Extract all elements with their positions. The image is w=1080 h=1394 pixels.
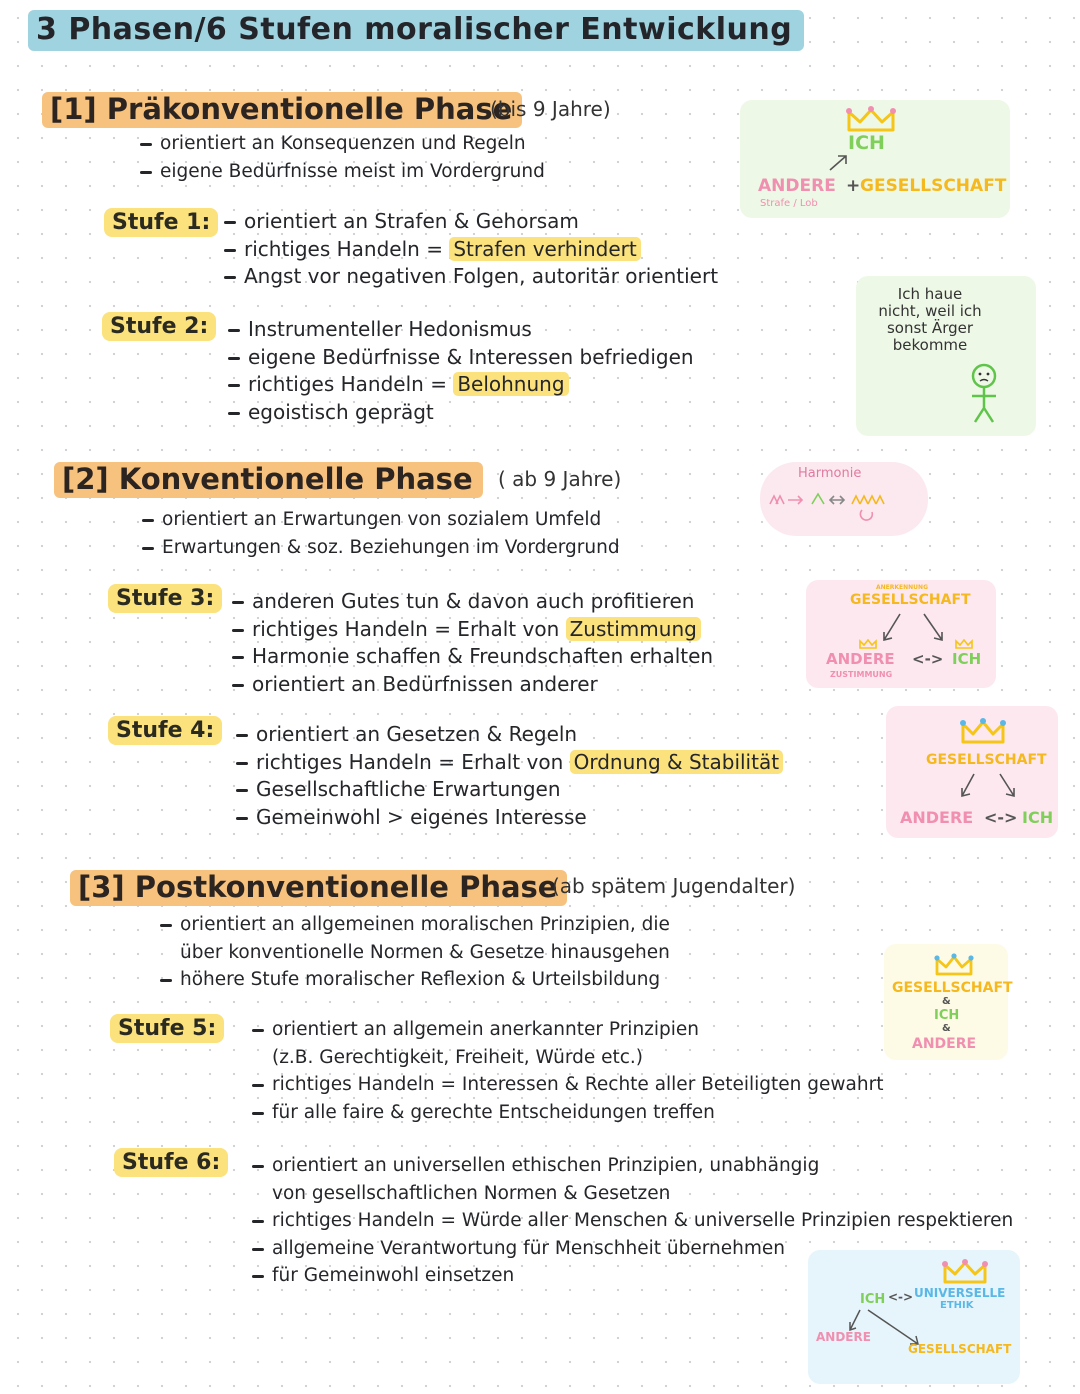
diagram-harmonie bbox=[760, 462, 928, 536]
list-item: Gemeinwohl > eigenes Interesse bbox=[234, 804, 783, 832]
list-item: Instrumenteller Hedonismus bbox=[226, 316, 694, 344]
diagram-stage-6 bbox=[808, 1250, 1020, 1384]
arrows-icon bbox=[956, 772, 1026, 802]
d5-amp: & bbox=[942, 1023, 951, 1034]
list-item: Erwartungen & soz. Beziehungen im Vordergrund bbox=[140, 534, 620, 562]
list-item: orientiert an allgemein anerkannter Prinzipien bbox=[250, 1016, 883, 1044]
list-item: orientiert an universellen ethischen Prinzipien, unabhängig bbox=[250, 1152, 1013, 1180]
list-item: richtiges Handeln = Belohnung bbox=[226, 371, 694, 399]
list-item: höhere Stufe moralischer Reflexion & Urteilsbildung bbox=[158, 966, 670, 994]
stage-4-label: Stufe 4: bbox=[108, 716, 222, 745]
d4-andere: ANDERE bbox=[900, 808, 974, 827]
speech-bubble: Ich haue nicht, weil ich sonst Ärger bekomme bbox=[878, 285, 982, 354]
highlight: Ordnung & Stabilität bbox=[570, 750, 783, 774]
d6-universelle: UNIVERSELLE bbox=[914, 1286, 1006, 1300]
d6-andere: ANDERE bbox=[816, 1330, 871, 1344]
list-item: eigene Bedürfnisse & Interessen befriedigen bbox=[226, 344, 694, 372]
list-item: richtiges Handeln = Erhalt von Ordnung & Stabilität bbox=[234, 749, 783, 777]
crown-icon bbox=[942, 1258, 988, 1284]
crown-icon bbox=[934, 952, 974, 976]
d1-andere: ANDERE bbox=[758, 176, 836, 196]
d1-plus: + bbox=[846, 176, 861, 196]
phase-2-heading: [2] Konventionelle Phase bbox=[54, 462, 483, 498]
diagram-stage-5 bbox=[884, 944, 1013, 1060]
list-item: (z.B. Gerechtigkeit, Freiheit, Würde etc.) bbox=[272, 1046, 644, 1068]
list-item: eigene Bedürfnisse meist im Vordergrund bbox=[138, 158, 545, 186]
d1-gesellschaft: GESELLSCHAFT bbox=[860, 176, 1007, 196]
crown-icon bbox=[960, 716, 1006, 744]
d3-ich: ICH bbox=[952, 650, 982, 668]
crown-icon bbox=[846, 106, 896, 132]
list-item: orientiert an Erwartungen von sozialem Umfeld bbox=[140, 506, 620, 534]
list-item: orientiert an Strafen & Gehorsam bbox=[222, 208, 718, 236]
list-item: orientiert an Bedürfnissen anderer bbox=[230, 671, 713, 699]
list-item: für alle faire & gerechte Entscheidungen treffen bbox=[250, 1099, 883, 1127]
d5-amp: & bbox=[942, 996, 951, 1007]
stage-3-points bbox=[230, 588, 713, 698]
diagram-stage-2 bbox=[856, 276, 1036, 436]
d3-gesellschaft: GESELLSCHAFT bbox=[850, 592, 971, 608]
list-item: Gesellschaftliche Erwartungen bbox=[234, 776, 783, 804]
d3-andere: ANDERE bbox=[826, 650, 895, 668]
phase-1-age: (bis 9 Jahre) bbox=[490, 97, 611, 121]
stage-5-label: Stufe 5: bbox=[110, 1014, 224, 1043]
stage-1-points bbox=[222, 208, 718, 291]
stage-5-points bbox=[250, 1016, 883, 1126]
list-item: richtiges Handeln = Strafen verhindert bbox=[222, 236, 718, 264]
diagram-stage-3 bbox=[806, 580, 996, 688]
phase-3-heading: [3] Postkonventionelle Phase bbox=[70, 870, 567, 906]
stage-4-points bbox=[234, 721, 783, 831]
phase-3-age: (ab spätem Jugendalter) bbox=[552, 874, 796, 898]
d3-small: ANERKENNUNG bbox=[876, 584, 928, 591]
harmonie-label: Harmonie bbox=[798, 466, 862, 481]
d6-gesellschaft: GESELLSCHAFT bbox=[908, 1342, 1012, 1356]
list-item: orientiert an allgemeinen moralischen Prinzipien, die bbox=[158, 911, 670, 939]
list-item: richtiges Handeln = Interessen & Rechte aller Beteiligten gewahrt bbox=[250, 1071, 883, 1099]
list-item: anderen Gutes tun & davon auch profitieren bbox=[230, 588, 713, 616]
diagram-stage-1 bbox=[740, 100, 1010, 218]
phase-1-heading: [1] Präkonventionelle Phase bbox=[42, 92, 522, 128]
stage-2-points bbox=[226, 316, 694, 426]
d1-note: Strafe / Lob bbox=[760, 198, 818, 209]
phase-3-points bbox=[158, 911, 670, 994]
stage-3-label: Stufe 3: bbox=[108, 584, 222, 613]
phase-2-points bbox=[140, 506, 620, 561]
stick-figure-icon bbox=[960, 362, 1008, 426]
people-icon bbox=[768, 486, 918, 526]
page-title: 3 Phasen/6 Stufen moralischer Entwicklung bbox=[28, 10, 804, 51]
highlight: Belohnung bbox=[453, 372, 568, 396]
d3-zustimmung: ZUSTIMMUNG bbox=[830, 670, 893, 679]
diagram-stage-4 bbox=[886, 706, 1058, 838]
crown-icon bbox=[954, 638, 974, 650]
list-item: Angst vor negativen Folgen, autoritär orientiert bbox=[222, 263, 718, 291]
arrows-icon bbox=[870, 612, 960, 646]
stage-6-label: Stufe 6: bbox=[114, 1148, 228, 1177]
crown-icon bbox=[858, 638, 878, 650]
d1-ich: ICH bbox=[848, 132, 885, 154]
d4-ich: ICH bbox=[1022, 808, 1054, 827]
phase-1-points bbox=[138, 130, 545, 185]
phase-2-age: ( ab 9 Jahre) bbox=[498, 467, 622, 491]
d6-ich: ICH bbox=[860, 1292, 886, 1307]
d6-arrow: <-> bbox=[888, 1290, 914, 1304]
list-item: allgemeine Verantwortung für Menschheit übernehmen bbox=[250, 1235, 1013, 1263]
list-item: orientiert an Gesetzen & Regeln bbox=[234, 721, 783, 749]
highlight: Strafen verhindert bbox=[449, 237, 640, 261]
list-item: von gesellschaftlichen Normen & Gesetzen bbox=[272, 1182, 671, 1204]
list-item: orientiert an Konsequenzen und Regeln bbox=[138, 130, 545, 158]
d5-gesellschaft: GESELLSCHAFT bbox=[892, 980, 1013, 996]
d5-ich: ICH bbox=[934, 1008, 960, 1023]
stage-2-label: Stufe 2: bbox=[102, 312, 216, 341]
d6-ethik: ETHIK bbox=[940, 1300, 974, 1311]
d4-gesellschaft: GESELLSCHAFT bbox=[926, 752, 1047, 768]
list-item: richtiges Handeln = Würde aller Menschen & universelle Prinzipien respektieren bbox=[250, 1207, 1013, 1235]
d4-arrow: <-> bbox=[984, 808, 1018, 827]
list-item: Harmonie schaffen & Freundschaften erhalten bbox=[230, 643, 713, 671]
list-item: für Gemeinwohl einsetzen bbox=[250, 1262, 1013, 1290]
stage-1-label: Stufe 1: bbox=[104, 208, 218, 237]
arrow-icon bbox=[828, 152, 850, 172]
list-item: über konventionelle Normen & Gesetze hinausgehen bbox=[180, 941, 670, 963]
d5-andere: ANDERE bbox=[912, 1036, 977, 1052]
list-item: richtiges Handeln = Erhalt von Zustimmung bbox=[230, 616, 713, 644]
d3-arrow: <-> bbox=[912, 650, 944, 668]
list-item: egoistisch geprägt bbox=[226, 399, 694, 427]
highlight: Zustimmung bbox=[566, 617, 701, 641]
